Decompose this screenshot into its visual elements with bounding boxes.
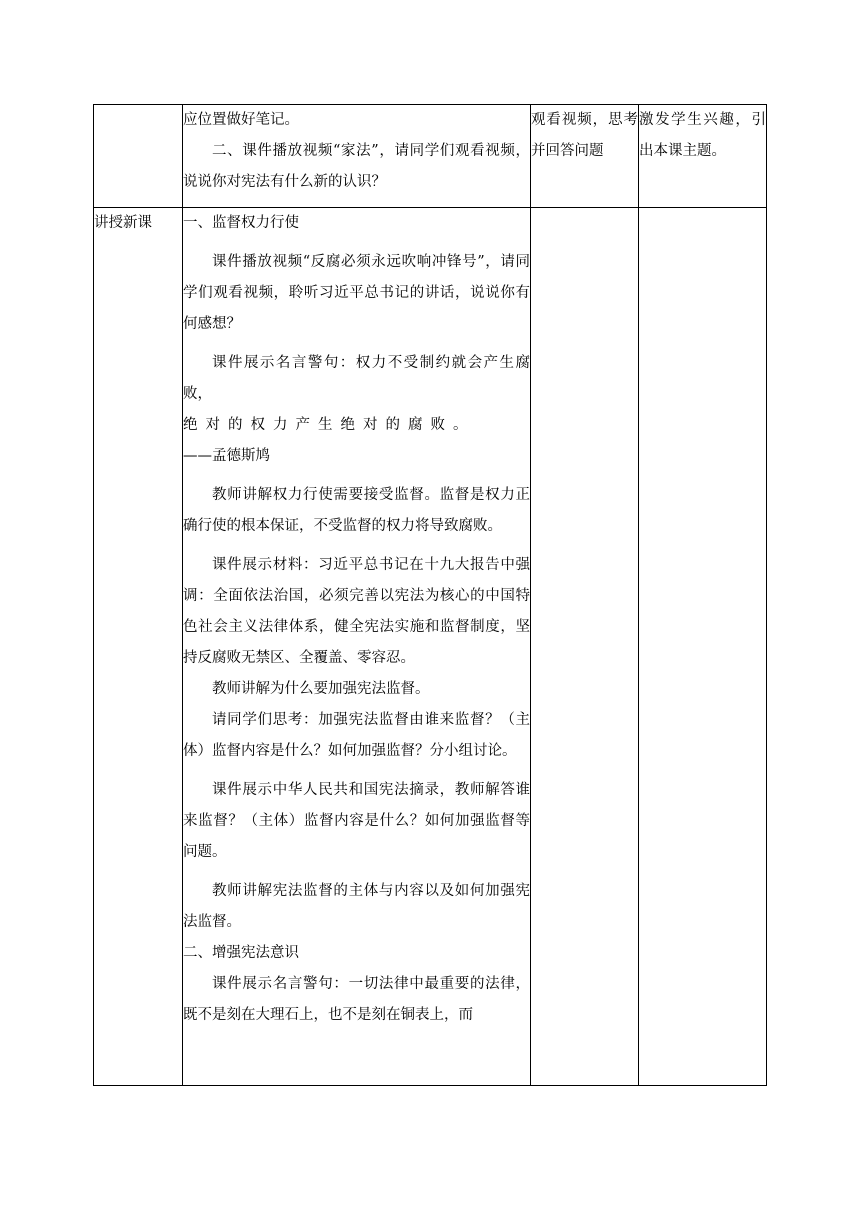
stage-label: 讲授新课 [94, 215, 152, 231]
row1-student-cell [531, 105, 639, 208]
row1-activity-cell [183, 105, 531, 208]
section-heading: 一、监督权力行使 [183, 215, 299, 231]
lesson-plan-table [93, 104, 767, 1086]
design-intent-text: 激发学生兴趣，引出本课主题。 [639, 112, 766, 159]
activity-paragraph: 教师讲解权力行使需要接受监督。监督是权力正确行使的根本保证，不受监督的权力将导致腐败。 [183, 487, 530, 534]
activity-paragraph: 请同学们思考：加强宪法监督由谁来监督？（主体）监督内容是什么？如何加强监督？分小组讨论。 [183, 712, 530, 759]
quote-attribution: ——孟德斯鸠 [183, 448, 270, 464]
activity-paragraph: 课件展示中华人民共和国宪法摘录，教师解答谁来监督？（主体）监督内容是什么？如何加强监督等问题。 [183, 782, 530, 860]
table-row [94, 105, 767, 208]
activity-paragraph: 课件展示名言警句：一切法律中最重要的法律，既不是刻在大理石上，也不是刻在铜表上，而 [183, 976, 530, 1023]
stage-label-cell [94, 208, 183, 1086]
quote-line: 绝对的权力产生绝对的腐败。 [183, 417, 476, 433]
section-heading: 二、增强宪法意识 [183, 945, 299, 961]
row1-label-cell [94, 105, 183, 208]
activity-paragraph: 课件展示名言警句：权力不受制约就会产生腐败， [183, 355, 530, 402]
activity-paragraph: 课件展示材料：习近平总书记在十九大报告中强调：全面依法治国，必须完善以宪法为核心的中国特色社会主义法律体系，健全宪法实施和监督制度，坚持反腐败无禁区、全覆盖、零容忍。 [183, 557, 530, 666]
activity-text: 应位置做好笔记。 [183, 112, 299, 128]
table-row [94, 208, 767, 1086]
row2-activity-cell [183, 208, 531, 1086]
row2-intent-cell [639, 208, 767, 1086]
activity-paragraph: 教师讲解为什么要加强宪法监督。 [212, 681, 430, 697]
row2-student-cell [531, 208, 639, 1086]
activity-text: 二、课件播放视频“家法”，请同学们观看视频，说说你对宪法有什么新的认识？ [183, 143, 530, 190]
student-activity-text: 观看视频，思考并回答问题 [531, 112, 638, 159]
activity-paragraph: 课件播放视频“反腐必须永远吹响冲锋号”，请同学们观看视频，聆听习近平总书记的讲话，说说你有何感想？ [183, 254, 530, 332]
activity-paragraph: 教师讲解宪法监督的主体与内容以及如何加强宪法监督。 [183, 883, 530, 930]
row1-intent-cell [639, 105, 767, 208]
